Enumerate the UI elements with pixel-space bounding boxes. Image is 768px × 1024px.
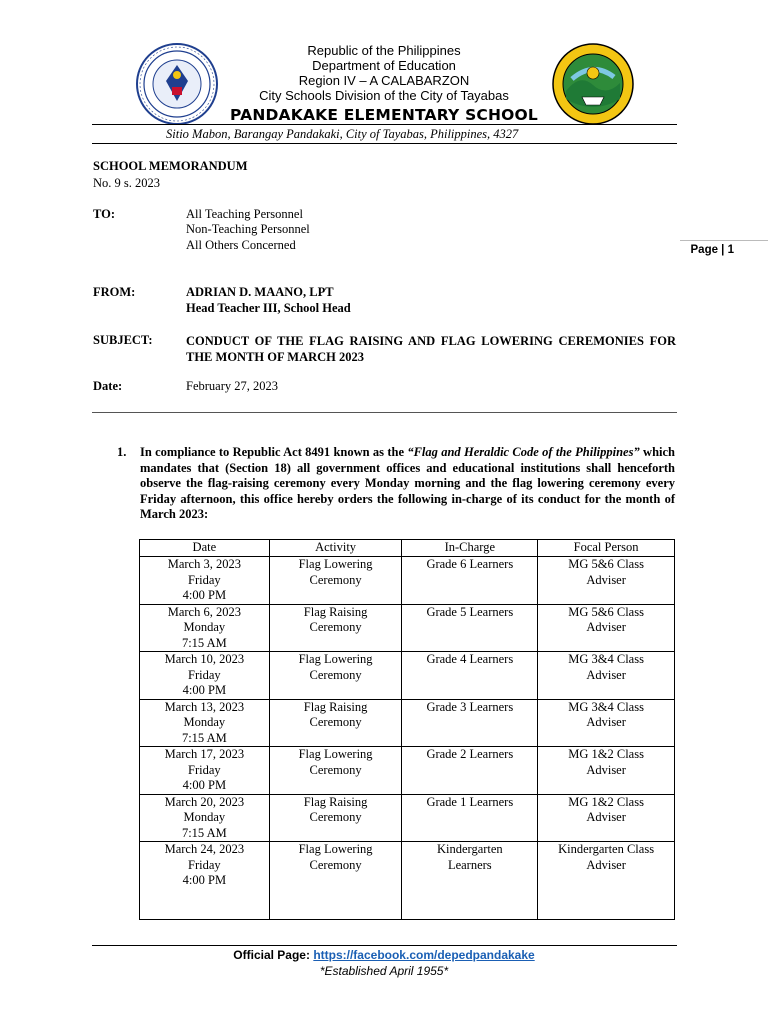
cell-line: Grade 4 Learners: [426, 652, 514, 666]
cell-line: March 24, 2023: [164, 842, 245, 856]
cell-line: Ceremony: [309, 620, 362, 634]
body-paragraph: [140, 445, 675, 523]
cell-line: Flag Raising: [303, 699, 368, 714]
cell-date: [140, 604, 270, 652]
memo-date: February 27, 2023: [186, 379, 278, 393]
official-page-link[interactable]: https://facebook.com/depedpandakake: [313, 948, 535, 962]
cell-line: Friday: [188, 572, 221, 587]
header-focal-person: Focal Person: [538, 540, 675, 557]
cell-line: MG 1&2 Class: [568, 794, 644, 809]
header-date: Date: [140, 540, 270, 557]
cell-line: March 3, 2023: [167, 557, 241, 571]
cell-line: Adviser: [586, 762, 626, 777]
cell-line: Kindergarten: [436, 842, 503, 856]
table-row: [140, 747, 675, 795]
cell-line: Monday: [183, 620, 226, 634]
to-line-3: All Others Concerned: [186, 238, 296, 252]
cell-line: Adviser: [586, 715, 626, 729]
cell-line: Monday: [183, 715, 226, 729]
cell-line: 7:15 AM: [181, 825, 227, 840]
cell-date: [140, 842, 270, 920]
school-name: PANDAKAKE ELEMENTARY SCHOOL: [229, 106, 539, 124]
cell-line: Ceremony: [309, 857, 362, 872]
cell-activity: [269, 557, 402, 605]
from-title: Head Teacher III, School Head: [186, 301, 351, 315]
cell-focal-person: [538, 699, 675, 747]
cell-line: Friday: [188, 762, 221, 777]
cell-line: Flag Raising: [303, 794, 368, 809]
header-region: Region IV – A CALABARZON: [298, 73, 470, 88]
cell-line: 7:15 AM: [181, 635, 227, 650]
table-row: [140, 652, 675, 700]
cell-line: Kindergarten Class: [558, 842, 655, 856]
cell-line: Ceremony: [309, 810, 362, 824]
memo-title: SCHOOL MEMORANDUM: [93, 159, 248, 173]
cell-line: MG 1&2 Class: [568, 747, 644, 761]
cell-line: 4:00 PM: [182, 873, 227, 887]
date-label: Date:: [93, 379, 123, 393]
cell-line: Flag Lowering: [298, 747, 373, 761]
item-number: 1.: [117, 445, 127, 459]
cell-line: March 6, 2023: [167, 604, 241, 619]
header-activity: Activity: [269, 540, 402, 557]
cell-line: Grade 5 Learners: [426, 604, 514, 619]
to-line-2: Non-Teaching Personnel: [186, 222, 310, 236]
table-row: [140, 842, 675, 920]
cell-date: [140, 794, 270, 842]
page-indicator-rule: [680, 240, 768, 241]
cell-line: MG 3&4 Class: [568, 652, 644, 666]
cell-activity: [269, 747, 402, 795]
schedule-table: [139, 539, 675, 920]
cell-date: [140, 747, 270, 795]
cell-date: [140, 699, 270, 747]
cell-line: Ceremony: [309, 762, 362, 777]
cell-line: Grade 6 Learners: [426, 557, 514, 571]
cell-date: [140, 652, 270, 700]
cell-line: MG 5&6 Class: [568, 604, 644, 619]
table-row: [140, 699, 675, 747]
header-division: City Schools Division of the City of Tayabas: [259, 88, 509, 103]
cell-activity: [269, 699, 402, 747]
subject-text: CONDUCT OF THE FLAG RAISING AND FLAG LOWERING CEREMONIES FOR THE MONTH OF MARCH 2023: [186, 334, 676, 364]
cell-in-charge: [402, 794, 538, 842]
cell-line: Adviser: [586, 572, 626, 587]
cell-line: Adviser: [586, 667, 626, 682]
cell-focal-person: [538, 604, 675, 652]
header-department: Department of Education: [312, 58, 456, 73]
cell-focal-person: [538, 842, 675, 920]
cell-line: MG 5&6 Class: [568, 557, 644, 571]
to-label: TO:: [93, 207, 115, 221]
page-indicator: Page | 1: [690, 244, 734, 256]
memo-divider: [92, 412, 677, 413]
header-bottom-rule: [92, 143, 677, 144]
cell-line: Grade 2 Learners: [426, 747, 514, 761]
cell-line: 7:15 AM: [181, 730, 227, 745]
cell-in-charge: [402, 842, 538, 920]
paragraph-start: In compliance to Republic Act 8491 known as the: [140, 445, 408, 459]
cell-line: 4:00 PM: [182, 588, 227, 602]
cell-in-charge: [402, 699, 538, 747]
header-top-rule: [92, 124, 677, 125]
cell-date: [140, 557, 270, 605]
subject-label: SUBJECT:: [93, 333, 153, 347]
cell-line: Flag Lowering: [298, 557, 373, 571]
cell-line: Ceremony: [309, 572, 362, 587]
cell-line: Ceremony: [309, 667, 362, 682]
cell-line: Grade 3 Learners: [426, 699, 514, 714]
cell-activity: [269, 604, 402, 652]
table-row: [140, 557, 675, 605]
cell-line: March 13, 2023: [164, 699, 245, 714]
footer-official-page: [0, 948, 768, 962]
cell-line: March 17, 2023: [164, 747, 245, 761]
table-row: [140, 794, 675, 842]
cell-activity: [269, 652, 402, 700]
footer-official-label: Official Page:: [233, 948, 314, 962]
cell-line: Learners: [447, 857, 492, 872]
to-line-1: All Teaching Personnel: [186, 207, 303, 221]
cell-focal-person: [538, 747, 675, 795]
cell-line: Adviser: [586, 620, 626, 634]
memo-number: No. 9 s. 2023: [93, 176, 161, 190]
cell-line: Flag Lowering: [298, 652, 373, 666]
table-header-row: [140, 540, 675, 557]
cell-line: 4:00 PM: [182, 778, 227, 792]
footer-established: *Established April 1955*: [319, 964, 449, 978]
cell-line: March 20, 2023: [164, 794, 245, 809]
cell-line: 4:00 PM: [182, 683, 227, 697]
header-in-charge: In-Charge: [402, 540, 538, 557]
from-name: ADRIAN D. MAANO, LPT: [186, 285, 334, 299]
cell-activity: [269, 842, 402, 920]
from-label: FROM:: [93, 285, 136, 299]
cell-line: Monday: [183, 810, 226, 824]
cell-line: Adviser: [586, 810, 626, 824]
cell-line: Friday: [188, 857, 221, 872]
cell-focal-person: [538, 652, 675, 700]
school-address: Sitio Mabon, Barangay Pandakaki, City of Tayabas, Philippines, 4327: [166, 127, 519, 141]
cell-activity: [269, 794, 402, 842]
paragraph-law-title: “Flag and Heraldic Code of the Philippines”: [407, 445, 640, 459]
cell-line: Flag Raising: [303, 604, 368, 619]
cell-line: Friday: [188, 667, 221, 682]
header-republic: Republic of the Philippines: [307, 43, 461, 58]
table-row: [140, 604, 675, 652]
cell-focal-person: [538, 794, 675, 842]
cell-line: Flag Lowering: [298, 842, 373, 856]
paragraph-end: which mandates that (Section 18) all government offices and educational institutions shall henceforth observe the flag-raising ceremony every Monday morning and the flag lowering ceremony every Friday afternoon, this office hereby orders the following in-charge of its conduct for the month of March 2023:: [140, 445, 675, 521]
cell-in-charge: [402, 604, 538, 652]
cell-line: Ceremony: [309, 715, 362, 729]
cell-line: MG 3&4 Class: [568, 699, 644, 714]
cell-line: Adviser: [586, 857, 626, 872]
footer-rule: [92, 945, 677, 946]
cell-in-charge: [402, 652, 538, 700]
cell-line: Grade 1 Learners: [426, 794, 514, 809]
cell-in-charge: [402, 557, 538, 605]
cell-in-charge: [402, 747, 538, 795]
cell-line: March 10, 2023: [164, 652, 245, 666]
cell-focal-person: [538, 557, 675, 605]
